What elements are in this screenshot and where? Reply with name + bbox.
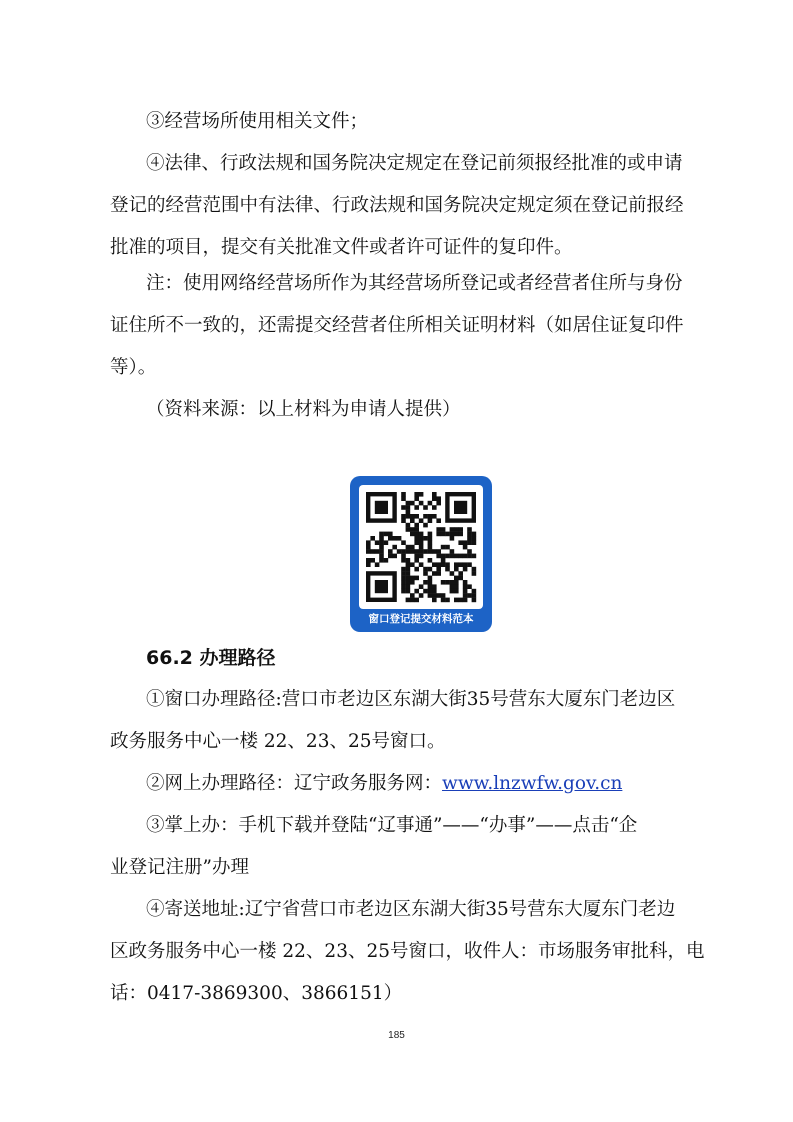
material-item-3: ③经营场所使用相关文件； — [146, 111, 369, 132]
note-line-3: 等）。 — [110, 357, 157, 378]
path-1-line-2: 政务服务中心一楼 22、23、25号窗口。 — [110, 731, 446, 752]
path-4-line-2: 区政务服务中心一楼 22、23、25号窗口，收件人：市场服务审批科，电 — [110, 941, 705, 962]
qr-code-icon — [359, 485, 483, 609]
qr-code-card[interactable] — [350, 476, 492, 632]
page-number: 185 — [388, 1030, 405, 1041]
source-note: （资料来源：以上材料为申请人提供） — [146, 399, 461, 420]
material-item-4-line-3: 批准的项目，提交有关批准文件或者许可证件的复印件。 — [110, 237, 573, 258]
note-line-2: 证住所不一致的，还需提交经营者住所相关证明材料（如居住证复印件 — [110, 315, 684, 336]
path-4-line-3: 话：0417-3869300、3866151） — [110, 983, 403, 1004]
path-3-line-2: 业登记注册”办理 — [110, 857, 249, 878]
note-line-1: 注：使用网络经营场所作为其经营场所登记或者经营者住所与身份 — [146, 273, 683, 294]
section-title: 66.2 办理路径 — [146, 647, 276, 669]
path-2-prefix: ②网上办理路径：辽宁政务服务网： — [146, 773, 443, 794]
path-4-line-1: ④寄送地址:辽宁省营口市老边区东湖大街35号营东大厦东门老边 — [146, 899, 676, 920]
path-3-line-1: ③掌上办：手机下载并登陆“辽事通”——“办事”——点击“企 — [146, 815, 638, 836]
material-item-4-line-2: 登记的经营范围中有法律、行政法规和国务院决定规定须在登记前报经 — [110, 195, 684, 216]
path-2-line — [146, 772, 622, 796]
material-item-4-line-1: ④法律、行政法规和国务院决定规定在登记前须报经批准的或申请 — [146, 153, 683, 174]
website-link[interactable]: www.lnzwfw.gov.cn — [442, 773, 623, 794]
qr-code-label: 窗口登记提交材料范本 — [368, 613, 474, 625]
path-1-line-1: ①窗口办理路径:营口市老边区东湖大街35号营东大厦东门老边区 — [146, 689, 676, 710]
